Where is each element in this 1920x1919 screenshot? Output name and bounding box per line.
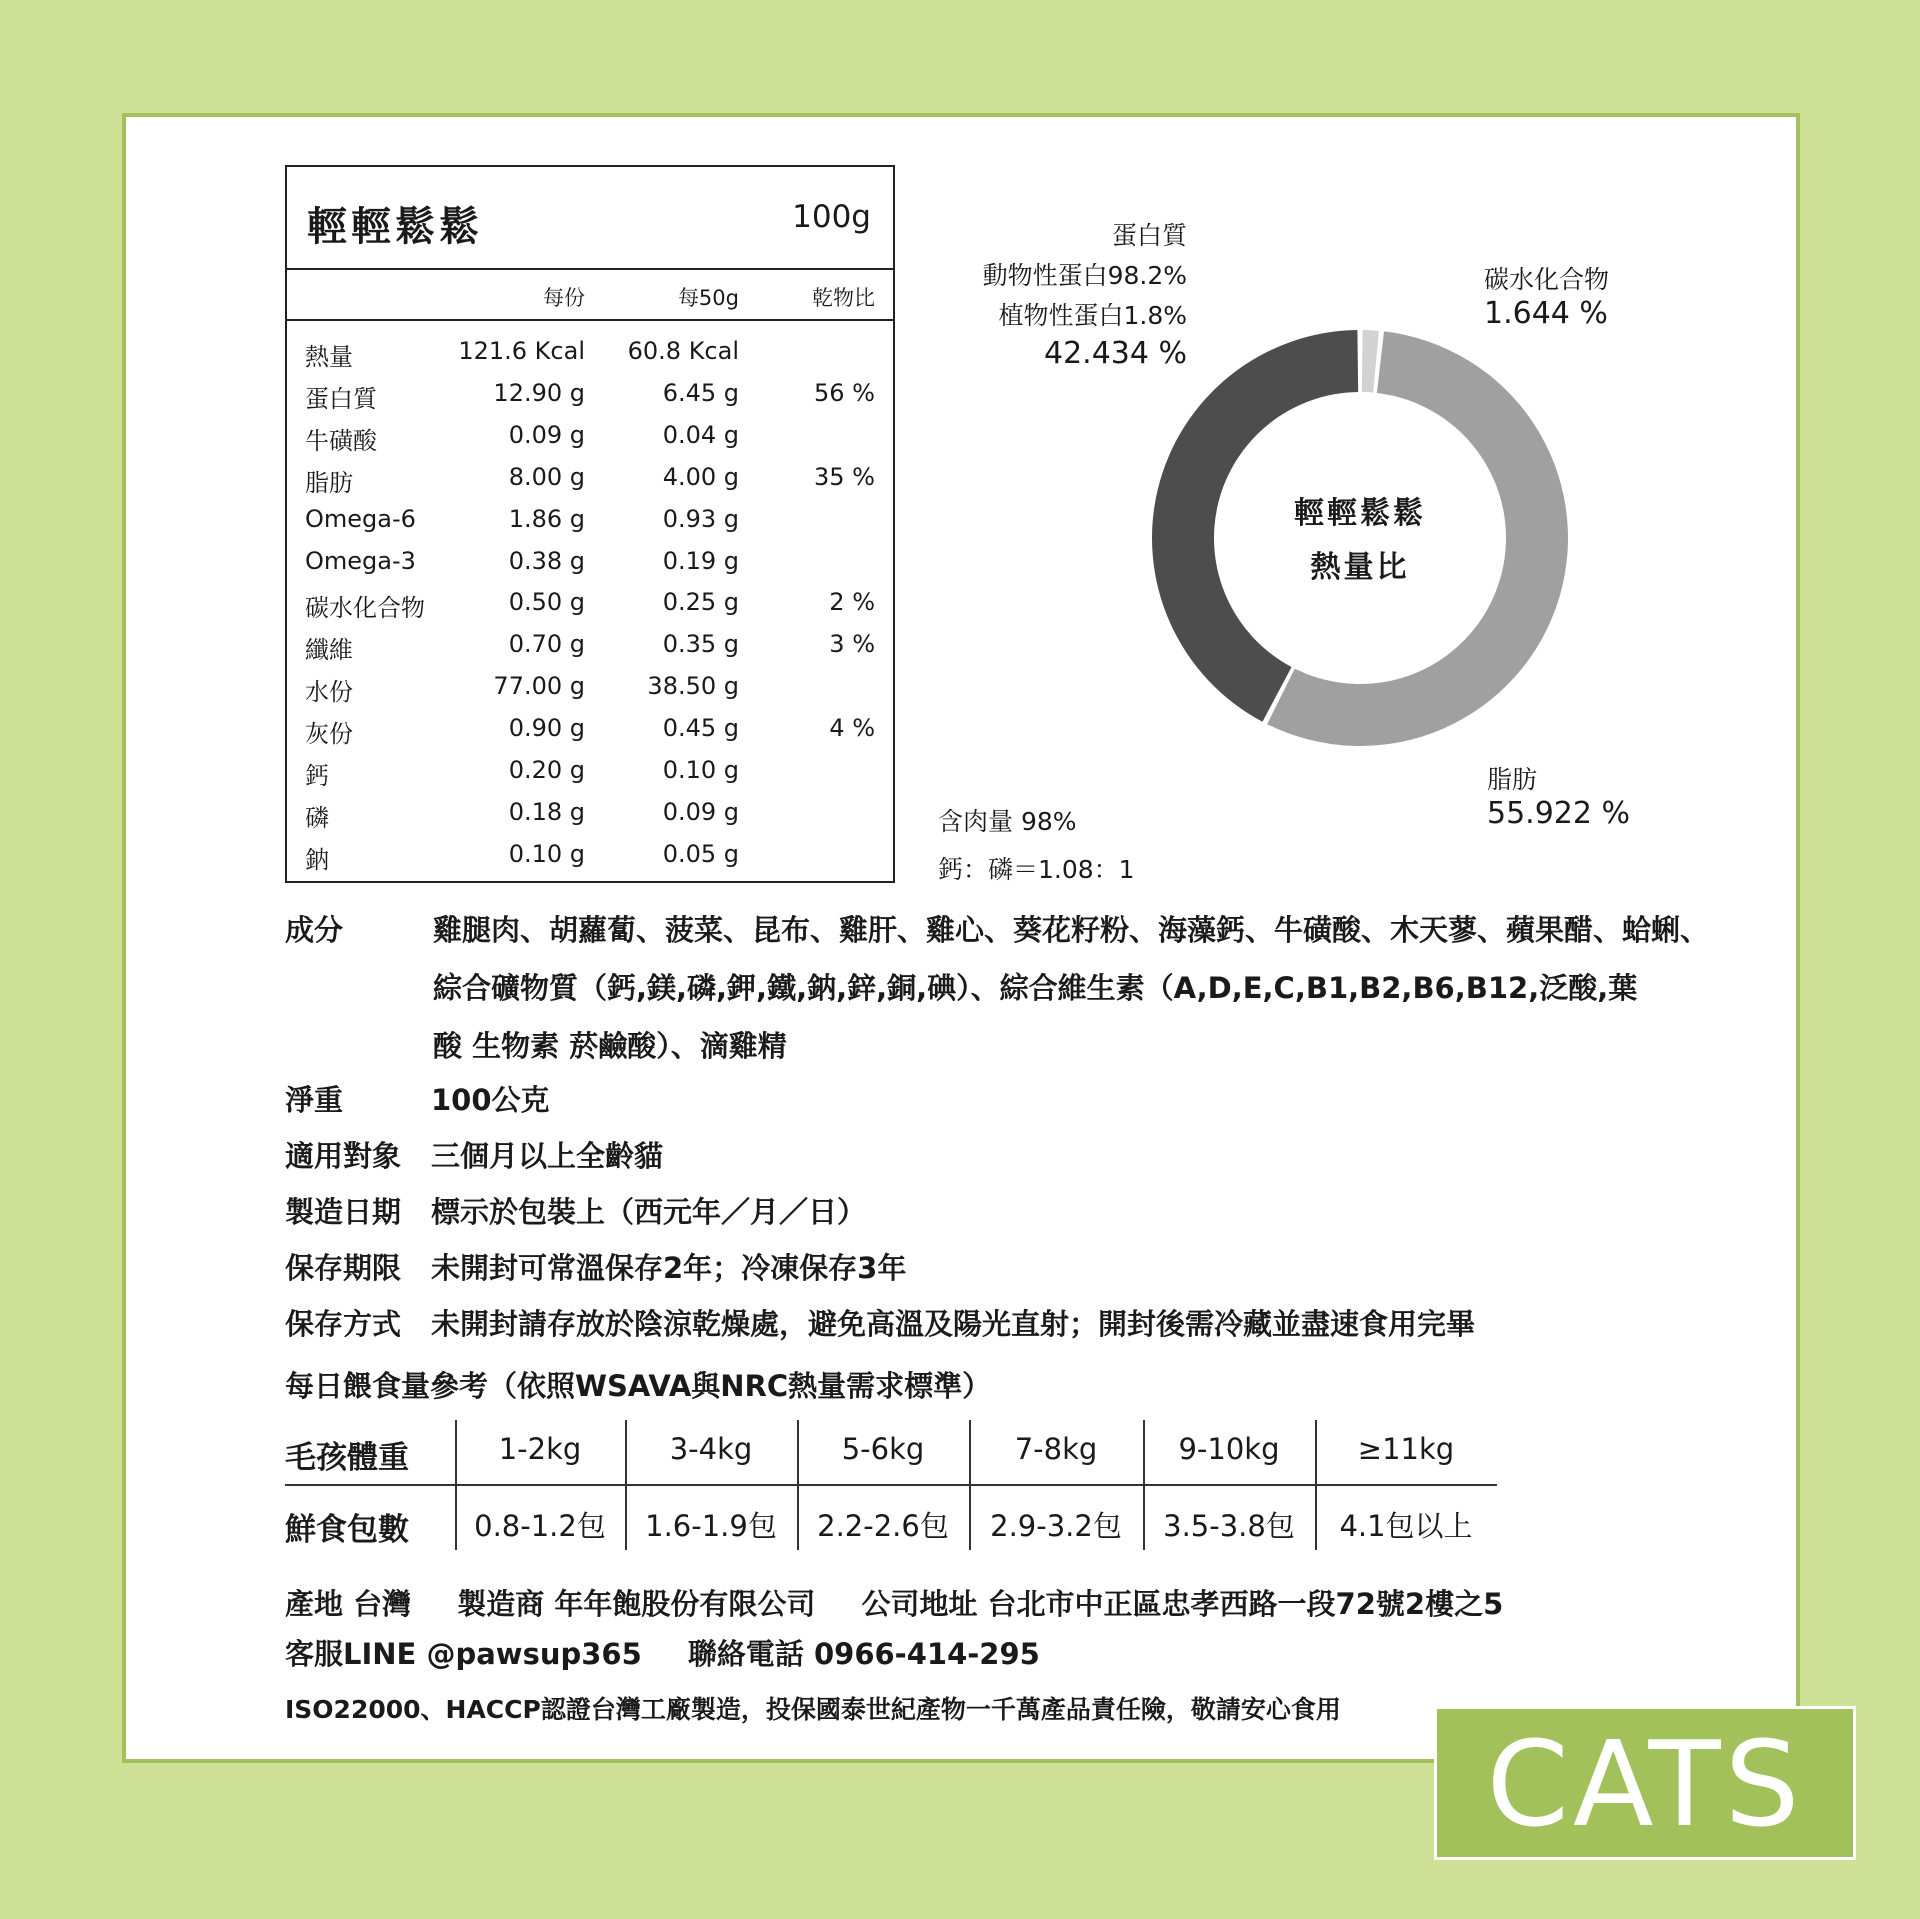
nutrition-row	[287, 379, 893, 421]
nutrient-name: 磷	[305, 803, 329, 832]
per-serving-value: 0.10 g	[508, 839, 585, 868]
ingredients-line: 綜合礦物質（鈣,鎂,磷,鉀,鐵,鈉,鋅,銅,碘）、綜合維生素（A,D,E,C,B1,B2,B6,B12,泛酸,葉	[433, 971, 1638, 1005]
per-serving-value: 77.00 g	[493, 672, 585, 701]
dry-matter-value: 56 %	[814, 378, 875, 407]
feeding-weight-cell: 1-2kg	[498, 1432, 582, 1466]
line-contact: 客服LINE @pawsup365	[285, 1637, 642, 1671]
nutrient-name: 鈉	[305, 845, 329, 874]
manufacture-date-label: 製造日期	[285, 1195, 402, 1229]
feeding-weight-label: 毛孩體重	[285, 1440, 409, 1476]
footer-line-2	[285, 1632, 1076, 1673]
shelf-life-label: 保存期限	[285, 1251, 402, 1285]
per-50g-value: 38.50 g	[647, 672, 739, 701]
feeding-packs-cell: 1.6-1.9包	[645, 1509, 777, 1543]
nutrient-name: 纖維	[305, 636, 353, 665]
header-per-50g: 每50g	[677, 286, 739, 310]
nutrition-row	[287, 547, 893, 589]
carb-label: 碳水化合物	[1484, 265, 1610, 294]
net-weight-value: 100公克	[431, 1083, 550, 1117]
target-value: 三個月以上全齡貓	[431, 1139, 664, 1173]
dry-matter-value: 35 %	[814, 462, 875, 491]
per-50g-value: 0.19 g	[662, 546, 739, 575]
protein-plant: 植物性蛋白1.8%	[998, 301, 1187, 330]
footer-line-1	[285, 1582, 1539, 1623]
nutrition-row	[287, 505, 893, 547]
nutrient-name: 碳水化合物	[305, 594, 425, 623]
nutrition-row	[287, 714, 893, 756]
per-50g-value: 60.8 Kcal	[627, 337, 739, 365]
storage-value: 未開封請存放於陰涼乾燥處，避免高溫及陽光直射；開封後需冷藏並盡速食用完畢	[431, 1307, 1476, 1341]
shelf-life-row	[285, 1246, 906, 1287]
table-divider	[287, 268, 893, 270]
per-serving-value: 0.90 g	[508, 714, 585, 743]
per-50g-value: 6.45 g	[662, 378, 739, 407]
phone-contact: 聯絡電話 0966-414-295	[687, 1637, 1040, 1671]
nutrient-name: 熱量	[305, 343, 353, 371]
per-serving-value: 0.70 g	[508, 630, 585, 659]
feeding-weight-cell: 7-8kg	[1014, 1432, 1098, 1466]
fat-value: 55.922 %	[1487, 796, 1631, 831]
feeding-title: 每日餵食量參考（依照WSAVA與NRC熱量需求標準）	[285, 1369, 992, 1403]
per-50g-value: 0.04 g	[662, 420, 739, 449]
nutrition-table	[285, 165, 895, 883]
ingredients-line: 酸 生物素 菸鹼酸）、滴雞精	[433, 1029, 787, 1063]
nutrition-row	[287, 672, 893, 714]
feeding-packs-cell: 3.5-3.8包	[1163, 1509, 1295, 1543]
feeding-packs-cell: 0.8-1.2包	[474, 1509, 606, 1543]
net-weight-row	[285, 1078, 550, 1119]
header-dry-matter: 乾物比	[812, 286, 875, 310]
feeding-weight-cell: 5-6kg	[841, 1432, 925, 1466]
per-50g-value: 0.09 g	[662, 797, 739, 826]
feeding-table	[285, 1420, 1497, 1550]
per-50g-value: 0.35 g	[662, 630, 739, 659]
nutrition-row	[287, 588, 893, 630]
cats-badge: CATS	[1434, 1706, 1856, 1860]
dry-matter-value: 2 %	[829, 588, 875, 617]
nutrient-name: Omega-3	[305, 546, 416, 575]
ingredients-label: 成分	[285, 913, 344, 947]
nutrient-name: 鈣	[305, 762, 329, 790]
dry-matter-value: 4 %	[829, 714, 875, 743]
origin: 產地 台灣	[285, 1587, 412, 1621]
serving-weight: 100g	[792, 199, 871, 235]
protein-label: 蛋白質	[1111, 221, 1187, 250]
nutrition-row	[287, 463, 893, 505]
product-title: 輕輕鬆鬆	[307, 204, 483, 250]
target-label: 適用對象	[285, 1139, 402, 1173]
nutrient-name: 牛磺酸	[305, 426, 377, 455]
net-weight-label: 淨重	[285, 1083, 344, 1117]
per-serving-value: 0.09 g	[508, 420, 585, 449]
per-serving-value: 12.90 g	[493, 378, 585, 407]
nutrition-row	[287, 630, 893, 672]
per-serving-value: 0.38 g	[508, 546, 585, 575]
storage-row	[285, 1302, 1475, 1343]
manufacture-date-value: 標示於包裝上（西元年／月／日）	[431, 1195, 867, 1229]
protein-animal: 動物性蛋白98.2%	[982, 261, 1187, 290]
header-per-serving: 每份	[543, 286, 585, 310]
manufacturer: 製造商 年年飽股份有限公司	[457, 1587, 816, 1621]
nutrient-name: 脂肪	[305, 468, 353, 497]
table-divider	[287, 319, 893, 321]
protein-value: 42.434 %	[1043, 336, 1187, 371]
fat-label: 脂肪	[1487, 765, 1538, 794]
per-50g-value: 0.05 g	[662, 839, 739, 868]
meat-content: 含肉量 98%	[938, 807, 1077, 836]
per-50g-value: 0.93 g	[662, 504, 739, 533]
nutrition-row	[287, 421, 893, 463]
target-row	[285, 1134, 663, 1175]
storage-label: 保存方式	[285, 1307, 402, 1341]
ingredients-line: 雞腿肉、胡蘿蔔、菠菜、昆布、雞肝、雞心、葵花籽粉、海藻鈣、牛磺酸、木天蓼、蘋果醋、蛤蜊、	[433, 913, 1710, 947]
per-serving-value: 8.00 g	[508, 462, 585, 491]
per-50g-value: 0.25 g	[662, 588, 739, 617]
calorie-ratio-donut-chart	[1150, 328, 1570, 748]
nutrition-row	[287, 756, 893, 798]
per-serving-value: 121.6 Kcal	[458, 337, 585, 365]
per-50g-value: 0.45 g	[662, 714, 739, 743]
feeding-packs-cell: 4.1包以上	[1339, 1509, 1473, 1543]
per-serving-value: 0.20 g	[508, 756, 585, 784]
manufacture-date-row	[285, 1190, 866, 1231]
ca-p-ratio: 鈣：磷＝1.08：1	[938, 855, 1135, 884]
nutrient-name: 灰份	[305, 720, 353, 749]
nutrition-row	[287, 798, 893, 840]
per-serving-value: 1.86 g	[508, 504, 585, 533]
carb-value: 1.644 %	[1484, 296, 1608, 331]
per-50g-value: 4.00 g	[662, 462, 739, 491]
per-serving-value: 0.18 g	[508, 797, 585, 826]
feeding-weight-cell: ≥11kg	[1357, 1432, 1455, 1466]
feeding-packs-label: 鮮食包數	[285, 1512, 409, 1548]
feeding-packs-cell: 2.9-3.2包	[990, 1509, 1122, 1543]
per-serving-value: 0.50 g	[508, 588, 585, 617]
feeding-weight-cell: 3-4kg	[669, 1432, 753, 1466]
nutrient-name: 水份	[305, 678, 353, 707]
chart-subtitle: 熱量比	[1310, 550, 1410, 585]
feeding-packs-cell: 2.2-2.6包	[817, 1509, 949, 1543]
nutrition-row	[287, 337, 893, 379]
nutrient-name: 蛋白質	[305, 384, 377, 413]
donut-slice-carbohydrate	[1362, 330, 1379, 393]
chart-title: 輕輕鬆鬆	[1294, 496, 1426, 531]
dry-matter-value: 3 %	[829, 630, 875, 659]
per-50g-value: 0.10 g	[662, 756, 739, 784]
nutrition-row	[287, 840, 893, 882]
nutrient-name: Omega-6	[305, 504, 416, 533]
shelf-life-value: 未開封可常溫保存2年；冷凍保存3年	[431, 1251, 907, 1285]
company-address: 公司地址 台北市中正區忠孝西路一段72號2樓之5	[861, 1587, 1504, 1621]
feeding-weight-cell: 9-10kg	[1178, 1432, 1280, 1466]
certification-note: ISO22000、HACCP認證台灣工廠製造，投保國泰世紀產物一千萬產品責任險，敬請安心食用	[285, 1695, 1341, 1724]
